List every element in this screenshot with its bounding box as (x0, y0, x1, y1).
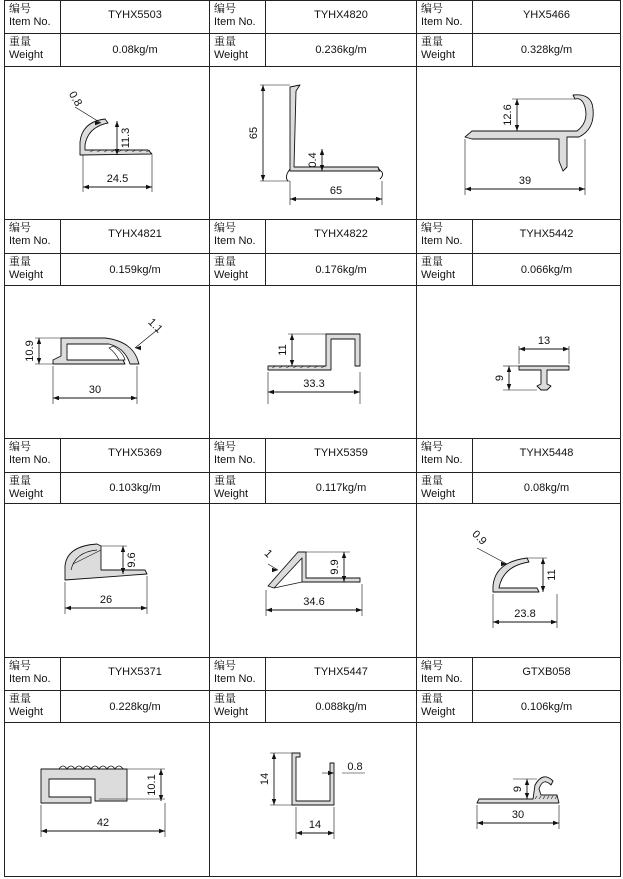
weight-label (209, 472, 266, 504)
dim-arrowhead (354, 390, 360, 394)
dimension-label: 34.6 (303, 595, 325, 608)
dim-arrowhead (515, 99, 519, 105)
product-spec-sheet (5, 1, 621, 877)
item-no-label-en: Item No. (9, 673, 51, 685)
item-no-label-cn: 编号 (214, 441, 236, 453)
item-no-label-cn: 编号 (421, 441, 443, 453)
dimension-label: 23.8 (514, 607, 536, 620)
dimension-label: 13 (537, 334, 551, 347)
dim-arrowhead (342, 552, 346, 558)
dimension-label: 14 (258, 772, 271, 786)
dimension-label: 1.1 (145, 316, 165, 336)
profile-drawing-cell (209, 722, 417, 877)
profile-drawing-cell (4, 285, 210, 439)
dim-arrowhead (53, 396, 59, 400)
profile-drawing (210, 67, 417, 220)
item-no-label-cn: 编号 (9, 222, 31, 234)
weight-label (4, 253, 61, 286)
profile-drawing (210, 286, 417, 439)
item-no-label-en: Item No. (9, 235, 51, 247)
weight-label-en: Weight (214, 49, 249, 61)
item-no-label-en: Item No. (9, 454, 51, 466)
weight-value: 0.176kg/m (265, 253, 417, 286)
item-no-label-cn: 编号 (9, 441, 31, 453)
item-no-label-cn: 编号 (9, 3, 31, 15)
item-no-label (416, 219, 473, 254)
item-no-label (209, 438, 266, 473)
item-no-label-en: Item No. (214, 16, 256, 28)
item-no-value: GTXB058 (472, 657, 621, 691)
profile-section (519, 366, 569, 390)
dim-arrowhead (507, 366, 511, 372)
dimension-label: 30 (511, 808, 525, 821)
weight-label-cn: 重量 (9, 475, 31, 487)
weight-label-cn: 重量 (9, 693, 31, 705)
profile-section (493, 558, 539, 592)
weight-value: 0.236kg/m (265, 33, 417, 67)
item-no-label (416, 0, 473, 34)
profile-drawing-cell (209, 66, 417, 220)
item-no-label-cn: 编号 (9, 660, 31, 672)
item-no-label-en: Item No. (214, 673, 256, 685)
weight-label (416, 253, 473, 286)
weight-value: 0.228kg/m (60, 690, 210, 723)
dim-arrowhead (551, 620, 557, 624)
dim-arrowhead (266, 608, 272, 612)
dimension-label: 0.9 (469, 528, 489, 548)
profile-drawing (417, 723, 621, 877)
item-no-value: TYHX5359 (265, 438, 417, 473)
profile-section (41, 769, 127, 803)
item-no-value: YHX5466 (472, 0, 621, 34)
item-no-label (416, 438, 473, 473)
item-no-label-en: Item No. (214, 235, 256, 247)
profile-drawing-cell (209, 285, 417, 439)
item-no-label (209, 0, 266, 34)
item-no-label (4, 0, 61, 34)
dim-arrowhead (465, 187, 471, 191)
dim-arrowhead (37, 338, 41, 344)
weight-label-cn: 重量 (214, 256, 236, 268)
dimension-label: 39 (518, 174, 532, 187)
weight-label (209, 33, 266, 67)
dimension-label: 9 (493, 374, 506, 382)
dim-arrowhead (290, 197, 296, 201)
dim-arrowhead (41, 829, 47, 833)
item-no-value: TYHX4820 (265, 0, 417, 34)
profile-drawing-cell (4, 66, 210, 220)
dim-arrowhead (159, 829, 165, 833)
dim-arrowhead (290, 360, 294, 366)
dim-line (477, 548, 507, 564)
dimension-label: 1 (261, 547, 275, 561)
weight-label (4, 472, 61, 504)
profile-drawing-cell (416, 285, 621, 439)
dimension-label: 65 (247, 126, 260, 140)
profile-drawing (417, 286, 621, 439)
weight-label-cn: 重量 (421, 475, 443, 487)
item-no-label-cn: 编号 (214, 660, 236, 672)
weight-label-cn: 重量 (9, 36, 31, 48)
item-no-value: TYHX5448 (472, 438, 621, 473)
weight-value: 0.088kg/m (265, 690, 417, 723)
grip-bump (107, 766, 115, 769)
weight-label-en: Weight (9, 706, 44, 718)
profile-drawing (210, 504, 417, 658)
dim-arrowhead (493, 620, 499, 624)
weight-label (416, 33, 473, 67)
profile-drawing-cell (416, 722, 621, 877)
weight-value: 0.066kg/m (472, 253, 621, 286)
weight-label-cn: 重量 (214, 36, 236, 48)
weight-label (209, 690, 266, 723)
profile-drawing (417, 504, 621, 658)
dim-arrowhead (83, 185, 89, 189)
item-no-label-cn: 编号 (214, 3, 236, 15)
item-no-value: TYHX5442 (472, 219, 621, 254)
profile-drawing (210, 723, 417, 877)
dim-arrowhead (515, 125, 519, 131)
grip-bump (91, 766, 99, 769)
dimension-label: 10.9 (23, 340, 36, 362)
item-no-label (209, 657, 266, 691)
weight-label-en: Weight (421, 706, 456, 718)
dim-arrowhead (159, 795, 163, 801)
weight-value: 0.106kg/m (472, 690, 621, 723)
weight-value: 0.103kg/m (60, 472, 210, 504)
weight-value: 0.159kg/m (60, 253, 210, 286)
dimension-label: 9.6 (125, 552, 138, 568)
weight-label-en: Weight (214, 706, 249, 718)
item-no-value: TYHX5503 (60, 0, 210, 34)
dim-arrowhead (563, 347, 569, 351)
dimension-label: 30 (88, 383, 102, 396)
dim-arrowhead (541, 586, 545, 592)
item-no-value: TYHX4821 (60, 219, 210, 254)
dimension-label: 10.1 (145, 774, 158, 796)
profile-section (290, 85, 380, 171)
dim-arrowhead (115, 121, 119, 127)
dim-arrowhead (290, 334, 294, 340)
weight-label (4, 33, 61, 67)
profile-lip (286, 169, 290, 181)
weight-label-en: Weight (421, 488, 456, 500)
weight-label-en: Weight (9, 49, 44, 61)
dim-arrowhead (272, 799, 276, 805)
weight-label-en: Weight (421, 269, 456, 281)
dim-arrowhead (553, 821, 559, 825)
dim-arrowhead (328, 831, 334, 835)
weight-label-en: Weight (214, 488, 249, 500)
dim-arrowhead (525, 779, 529, 785)
dim-arrowhead (141, 606, 147, 610)
item-no-label-en: Item No. (9, 16, 51, 28)
item-no-value: TYHX5447 (265, 657, 417, 691)
dim-arrowhead (507, 384, 511, 390)
weight-label (209, 253, 266, 286)
dim-arrowhead (541, 558, 545, 564)
item-no-label (4, 657, 61, 691)
profile-drawing (5, 67, 210, 220)
dimension-label: 33.3 (303, 377, 325, 390)
weight-label-cn: 重量 (421, 693, 443, 705)
profile-drawing-cell (209, 503, 417, 658)
profile-drawing (5, 723, 210, 877)
item-no-label-en: Item No. (421, 235, 463, 247)
dim-line (75, 107, 101, 123)
dimension-label: 14 (308, 818, 322, 831)
dimension-label: 11.3 (119, 127, 132, 149)
grip-bump (115, 766, 123, 769)
item-no-value: TYHX5369 (60, 438, 210, 473)
dim-arrowhead (65, 606, 71, 610)
dim-arrowhead (320, 149, 324, 155)
grip-bump (99, 766, 107, 769)
weight-label-cn: 重量 (9, 256, 31, 268)
dim-arrowhead (519, 347, 525, 351)
weight-label-cn: 重量 (214, 693, 236, 705)
grip-bump (67, 766, 75, 769)
dim-arrowhead (268, 390, 274, 394)
dimension-label: 24.5 (106, 172, 129, 185)
dimension-label: 9 (511, 785, 524, 793)
dim-arrowhead (121, 546, 125, 552)
weight-value: 0.08kg/m (60, 33, 210, 67)
dim-arrowhead (296, 831, 302, 835)
item-no-label (4, 219, 61, 254)
item-no-label-cn: 编号 (421, 3, 443, 15)
dim-arrowhead (261, 175, 265, 181)
item-no-label-cn: 编号 (421, 222, 443, 234)
item-no-label-en: Item No. (421, 454, 463, 466)
item-no-label-cn: 编号 (421, 660, 443, 672)
item-no-label-en: Item No. (214, 454, 256, 466)
profile-section (465, 95, 593, 171)
grip-bump (83, 766, 91, 769)
item-no-label-en: Item No. (421, 673, 463, 685)
item-no-value: TYHX4822 (265, 219, 417, 254)
dimension-label: 11 (276, 344, 289, 356)
weight-label (4, 690, 61, 723)
dim-arrowhead (477, 821, 483, 825)
dim-arrowhead (131, 396, 137, 400)
weight-label-en: Weight (9, 269, 44, 281)
dimension-label: 0.8 (347, 760, 363, 773)
item-no-label (209, 219, 266, 254)
weight-label-en: Weight (9, 488, 44, 500)
profile-section (292, 753, 334, 805)
dimension-label: 9.9 (328, 559, 341, 575)
dimension-label: 11 (545, 569, 558, 581)
dim-arrowhead (579, 187, 585, 191)
dim-arrowhead (261, 85, 265, 91)
weight-label-en: Weight (214, 269, 249, 281)
profile-drawing (5, 286, 210, 439)
dim-arrowhead (272, 753, 276, 759)
dim-arrowhead (525, 793, 529, 799)
dimension-label: 42 (96, 816, 110, 829)
weight-label (416, 690, 473, 723)
profile-section (268, 552, 360, 588)
weight-label (416, 472, 473, 504)
weight-label-cn: 重量 (214, 475, 236, 487)
grip-bump (59, 766, 67, 769)
grip-bump (75, 766, 83, 769)
dimension-label: 0.8 (66, 89, 85, 109)
item-no-label (416, 657, 473, 691)
weight-value: 0.08kg/m (472, 472, 621, 504)
profile-drawing (417, 67, 621, 220)
weight-label-en: Weight (421, 49, 456, 61)
dim-arrowhead (146, 185, 152, 189)
dim-arrowhead (37, 358, 41, 364)
profile-drawing-cell (4, 503, 210, 658)
profile-drawing-cell (416, 66, 621, 220)
profile-drawing (5, 504, 210, 658)
item-no-value: TYHX5371 (60, 657, 210, 691)
dim-arrowhead (376, 197, 382, 201)
dimension-label: 0.4 (306, 152, 319, 168)
item-no-label-en: Item No. (421, 16, 463, 28)
dimension-label: 65 (329, 184, 343, 197)
profile-drawing-cell (4, 722, 210, 877)
profile-section (53, 338, 139, 364)
dimension-label: 26 (99, 593, 113, 606)
dim-arrowhead (135, 346, 141, 350)
weight-value: 0.117kg/m (265, 472, 417, 504)
dim-arrowhead (159, 769, 163, 775)
item-no-label-cn: 编号 (214, 222, 236, 234)
profile-drawing-cell (416, 503, 621, 658)
weight-value: 0.328kg/m (472, 33, 621, 67)
item-no-label (4, 438, 61, 473)
dim-arrowhead (356, 608, 362, 612)
weight-label-cn: 重量 (421, 256, 443, 268)
dimension-label: 12.6 (501, 104, 514, 126)
weight-label-cn: 重量 (421, 36, 443, 48)
